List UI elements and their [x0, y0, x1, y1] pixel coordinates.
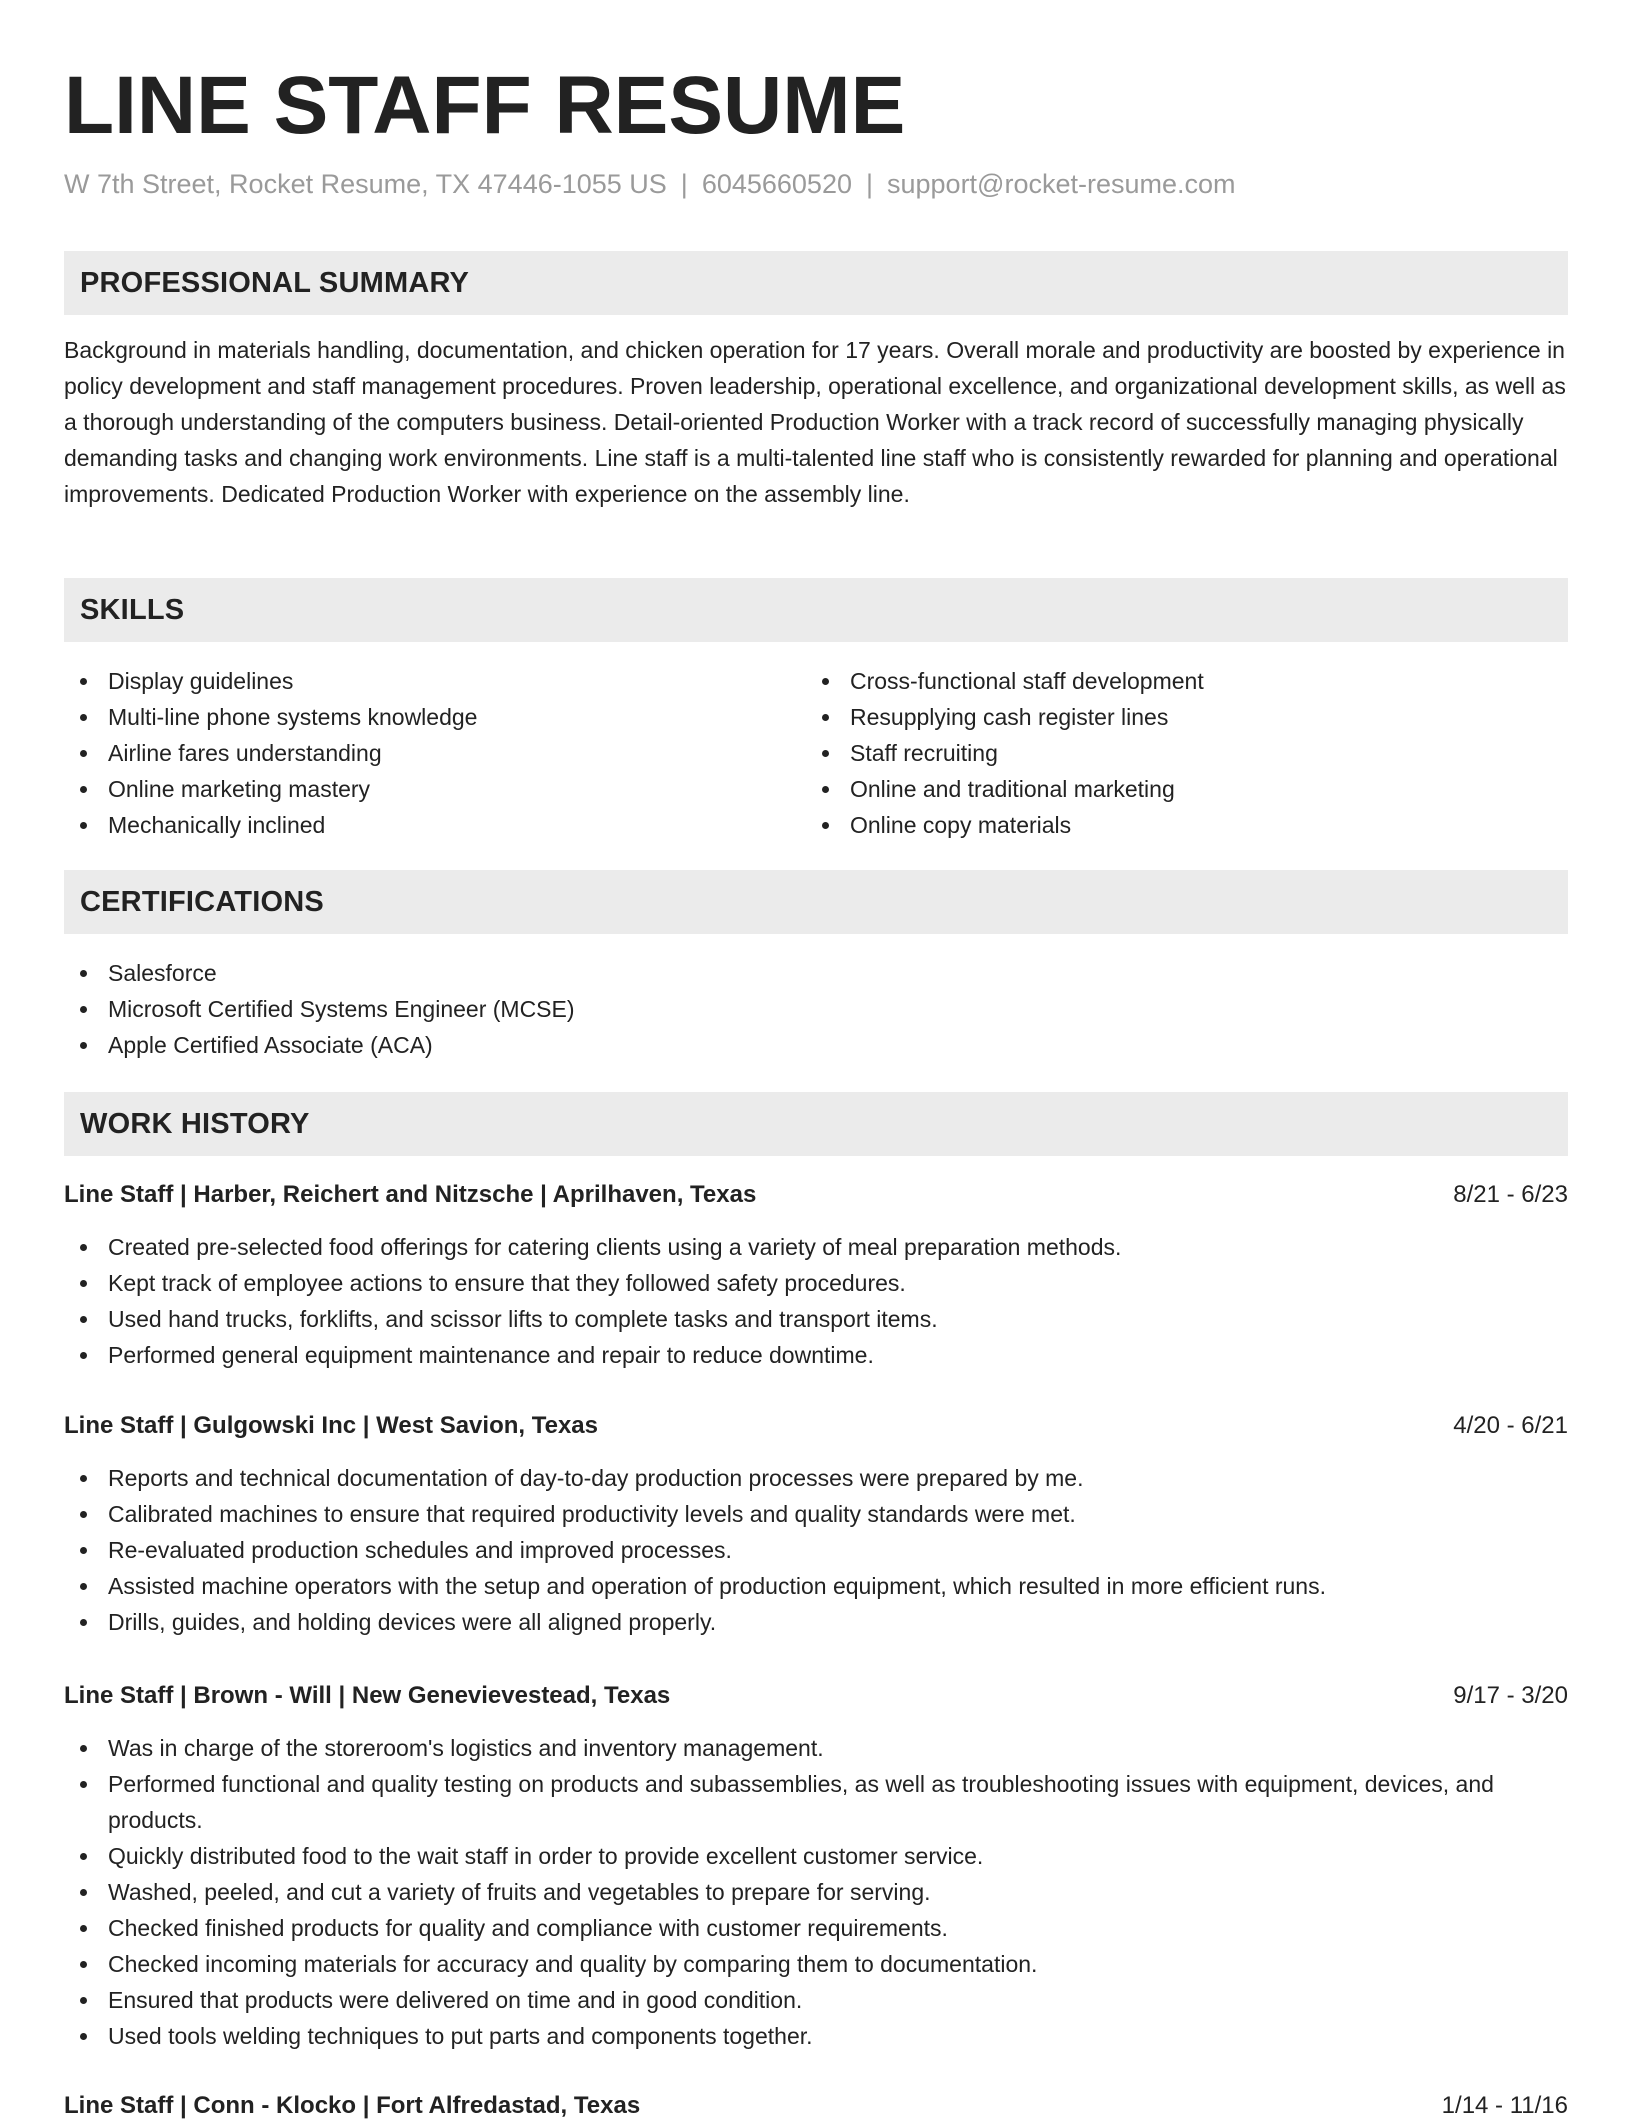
certifications-block [64, 955, 1568, 1063]
list-item: Re-evaluated production schedules and improved processes. [64, 1532, 1568, 1568]
job-title: Line Staff | Gulgowski Inc | West Savion, Texas [64, 1412, 598, 1439]
job-bullets [64, 1229, 1568, 1373]
list-item: Display guidelines [64, 663, 764, 699]
list-item: Ensured that products were delivered on time and in good condition. [64, 1982, 1568, 2018]
list-item: Assisted machine operators with the setup and operation of production equipment, which resulted in more efficient runs. [64, 1568, 1568, 1604]
skills-section-header [64, 578, 1568, 642]
list-item: Performed functional and quality testing on products and subassemblies, as well as troubleshooting issues with equipment, devices, and products. [64, 1766, 1568, 1838]
contact-line [64, 166, 1236, 202]
list-item: Online and traditional marketing [806, 771, 1506, 807]
job-dates: 8/21 - 6/23 [1453, 1181, 1568, 1208]
job-dates: 9/17 - 3/20 [1453, 1682, 1568, 1709]
work-history-section-header [64, 1092, 1568, 1156]
contact-address: W 7th Street, Rocket Resume, TX 47446-1055 US [64, 169, 667, 199]
job-dates: 4/20 - 6/21 [1453, 1412, 1568, 1439]
list-item: Kept track of employee actions to ensure that they followed safety procedures. [64, 1265, 1568, 1301]
job-entry [64, 2088, 1568, 2124]
summary-text: Background in materials handling, documentation, and chicken operation for 17 years. Overall morale and productivity are boosted by experience in policy development and staff management procedures. Proven leadership, operational excellence, and organizational development skills, as well as a thorough understanding of the computers business. Detail-oriented Production Worker with a track record of successfully managing physically demanding tasks and changing work environments. Line staff is a multi-talented line staff who is consistently rewarded for planning and operational improvements. Dedicated Production Worker with experience on the assembly line. [64, 337, 1566, 507]
certifications-section-header [64, 870, 1568, 934]
job-title: Line Staff | Conn - Klocko | Fort Alfredastad, Texas [64, 2092, 641, 2119]
job-entry [64, 1678, 1568, 2054]
skills-right-column [806, 663, 1506, 843]
certifications-list [64, 955, 1568, 1063]
list-item: Washed, peeled, and cut a variety of fruits and vegetables to prepare for serving. [64, 1874, 1568, 1910]
job-header [64, 1678, 1568, 1714]
list-item: Drills, guides, and holding devices were all aligned properly. [64, 1604, 1568, 1640]
summary-section-header [64, 251, 1568, 315]
list-item: Online marketing mastery [64, 771, 764, 807]
job-bullets [64, 1460, 1568, 1640]
job-bullets [64, 1730, 1568, 2054]
skills-left-list [64, 663, 764, 843]
list-item: Was in charge of the storeroom's logistics and inventory management. [64, 1730, 1568, 1766]
job-entry [64, 1408, 1568, 1640]
list-item: Created pre-selected food offerings for catering clients using a variety of meal preparation methods. [64, 1229, 1568, 1265]
contact-email[interactable]: support@rocket-resume.com [887, 169, 1236, 199]
job-header [64, 2088, 1568, 2124]
resume-title: LINE STAFF RESUME [64, 60, 906, 151]
skills-left-column [64, 663, 764, 843]
job-header [64, 1408, 1568, 1444]
list-item: Resupplying cash register lines [806, 699, 1506, 735]
list-item: Performed general equipment maintenance and repair to reduce downtime. [64, 1337, 1568, 1373]
list-item: Quickly distributed food to the wait staff in order to provide excellent customer service. [64, 1838, 1568, 1874]
list-item: Apple Certified Associate (ACA) [64, 1027, 1568, 1063]
job-title: Line Staff | Harber, Reichert and Nitzsche | Aprilhaven, Texas [64, 1181, 757, 1208]
summary-heading: PROFESSIONAL SUMMARY [80, 267, 470, 299]
contact-separator: | [865, 169, 873, 199]
list-item: Online copy materials [806, 807, 1506, 843]
job-title: Line Staff | Brown - Will | New Genevievestead, Texas [64, 1682, 671, 1709]
skills-heading: SKILLS [80, 594, 185, 626]
list-item: Airline fares understanding [64, 735, 764, 771]
list-item: Reports and technical documentation of day-to-day production processes were prepared by me. [64, 1460, 1568, 1496]
list-item: Calibrated machines to ensure that required productivity levels and quality standards were met. [64, 1496, 1568, 1532]
list-item: Used tools welding techniques to put parts and components together. [64, 2018, 1568, 2054]
list-item: Staff recruiting [806, 735, 1506, 771]
job-dates: 1/14 - 11/16 [1441, 2092, 1568, 2119]
list-item: Salesforce [64, 955, 1568, 991]
list-item: Checked incoming materials for accuracy and quality by comparing them to documentation. [64, 1946, 1568, 1982]
contact-phone: 6045660520 [701, 169, 852, 199]
job-entry [64, 1177, 1568, 1373]
list-item: Checked finished products for quality and compliance with customer requirements. [64, 1910, 1568, 1946]
list-item: Microsoft Certified Systems Engineer (MCSE) [64, 991, 1568, 1027]
job-header [64, 1177, 1568, 1213]
certifications-heading: CERTIFICATIONS [80, 886, 324, 918]
list-item: Multi-line phone systems knowledge [64, 699, 764, 735]
contact-separator: | [680, 169, 688, 199]
skills-right-list [806, 663, 1506, 843]
list-item: Cross-functional staff development [806, 663, 1506, 699]
work-history-heading: WORK HISTORY [80, 1108, 310, 1140]
list-item: Used hand trucks, forklifts, and scissor lifts to complete tasks and transport items. [64, 1301, 1568, 1337]
list-item: Mechanically inclined [64, 807, 764, 843]
